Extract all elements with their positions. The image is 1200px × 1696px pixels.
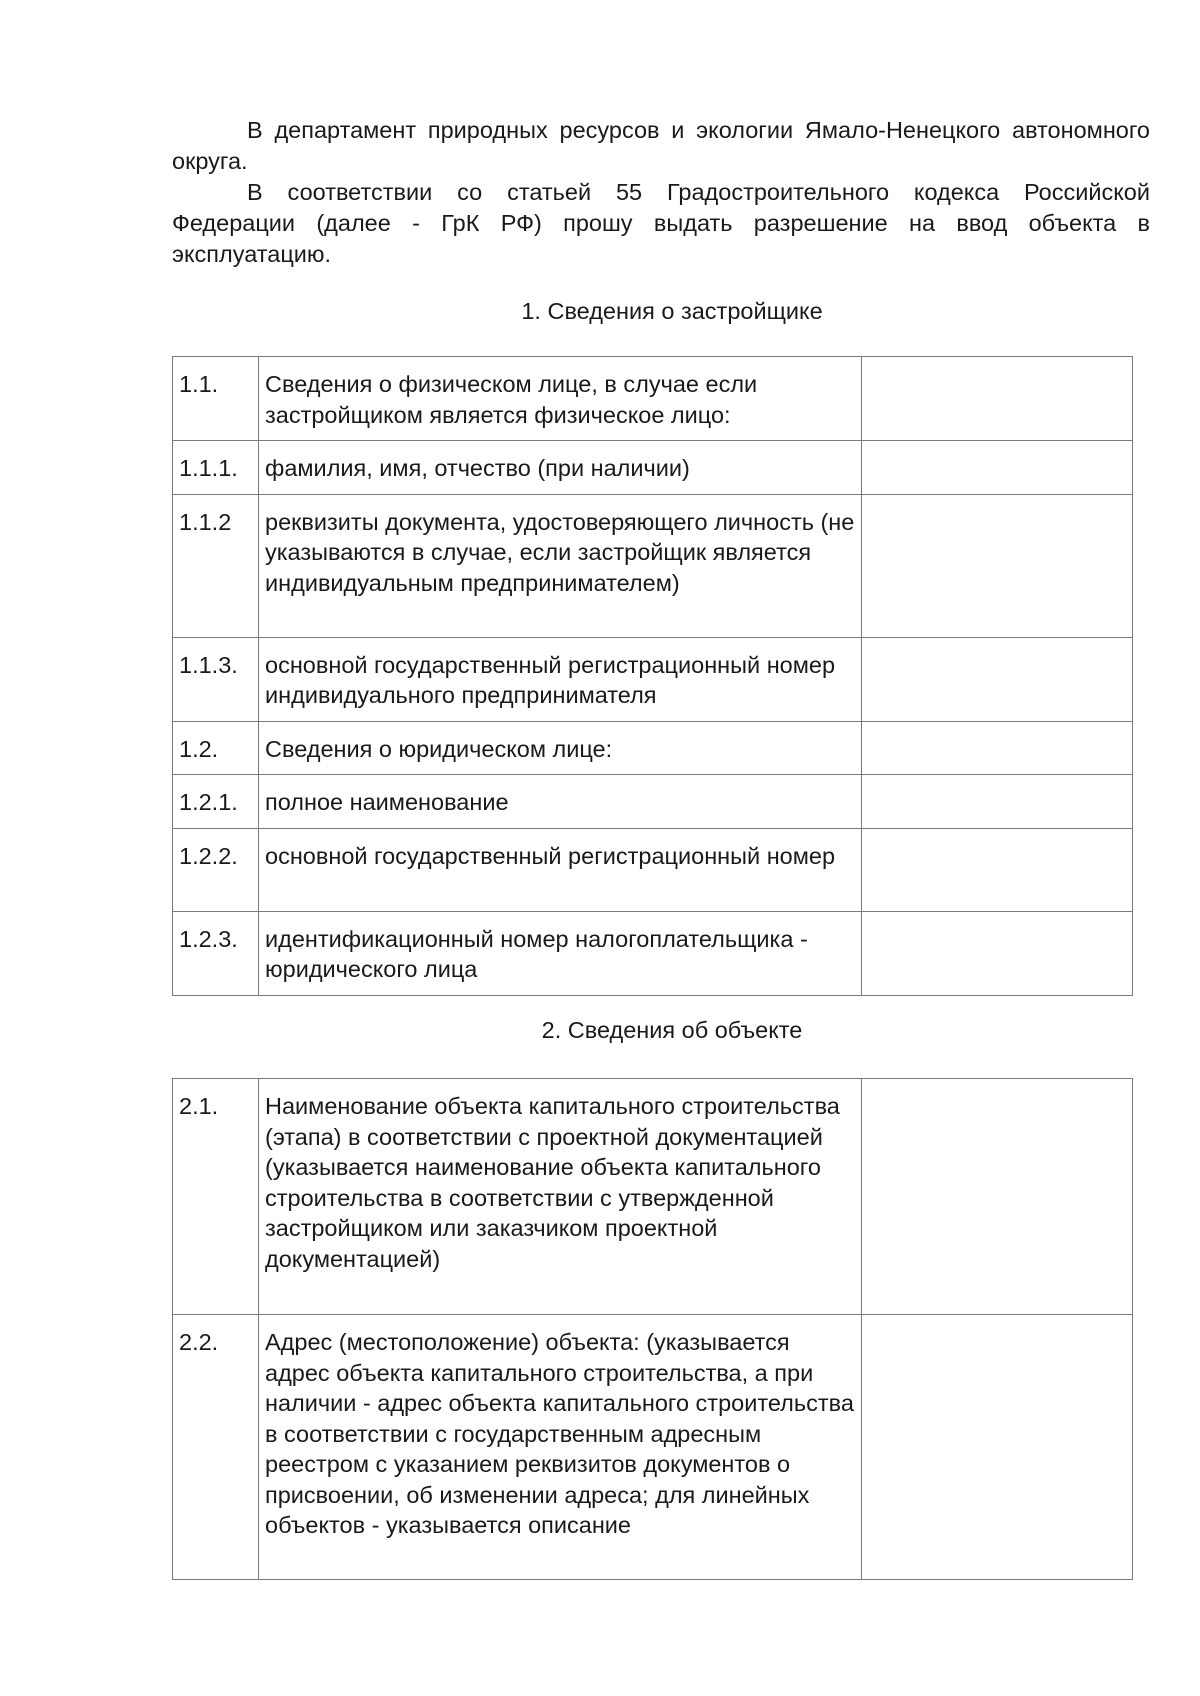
value-field[interactable] bbox=[862, 1315, 1133, 1580]
value-field[interactable] bbox=[862, 775, 1133, 829]
table-row bbox=[173, 1079, 1133, 1315]
value-field[interactable] bbox=[862, 911, 1133, 995]
row-label: полное наименование bbox=[259, 775, 862, 829]
table-row bbox=[173, 721, 1133, 775]
section-2-title: 2. Сведения об объекте bbox=[541, 1017, 803, 1043]
table-row bbox=[173, 911, 1133, 995]
row-number: 1.1.3. bbox=[173, 637, 259, 721]
table-row bbox=[173, 1315, 1133, 1580]
value-field[interactable] bbox=[862, 494, 1133, 637]
section-1-title: 1. Сведения о застройщике bbox=[521, 298, 823, 324]
row-number: 1.2.3. bbox=[173, 911, 259, 995]
value-field[interactable] bbox=[862, 441, 1133, 495]
value-field[interactable] bbox=[862, 1079, 1133, 1315]
row-label: Сведения о юридическом лице: bbox=[259, 721, 862, 775]
table-row bbox=[173, 828, 1133, 911]
intro-paragraph-recipient: В департамент природных ресурсов и экологии Ямало-Ненецкого автономного округа. bbox=[172, 117, 1150, 174]
table-row bbox=[173, 441, 1133, 495]
table-row bbox=[173, 637, 1133, 721]
developer-info-table bbox=[172, 356, 1133, 996]
table-row bbox=[173, 357, 1133, 441]
intro-paragraph-request: В соответствии со статьей 55 Градостроительного кодекса Российской Федерации (далее - ГрК РФ) прошу выдать разрешение на ввод объекта в эксплуатацию. bbox=[172, 179, 1150, 267]
value-field[interactable] bbox=[862, 357, 1133, 441]
object-info-table bbox=[172, 1078, 1133, 1580]
row-number: 1.2. bbox=[173, 721, 259, 775]
row-label: реквизиты документа, удостоверяющего личность (не указываются в случае, если застройщик является индивидуальным предпринимателем) bbox=[259, 494, 862, 637]
row-number: 1.1.2 bbox=[173, 494, 259, 637]
row-number: 1.2.1. bbox=[173, 775, 259, 829]
row-label: основной государственный регистрационный номер bbox=[259, 828, 862, 911]
value-field[interactable] bbox=[862, 721, 1133, 775]
row-label: Наименование объекта капитального строительства (этапа) в соответствии с проектной документацией (указывается наименование объекта капитального строительства в соответствии с утвержденной застройщиком или заказчиком проектной документацией) bbox=[259, 1079, 862, 1315]
row-label: Адрес (местоположение) объекта: (указывается адрес объекта капитального строительства, а при наличии - адрес объекта капитального строительства в соответствии с государственным адресным реестром с указанием реквизитов документов о присвоении, об изменении адреса; для линейных объектов - указывается описание bbox=[259, 1315, 862, 1580]
row-label: Сведения о физическом лице, в случае если застройщиком является физическое лицо: bbox=[259, 357, 862, 441]
row-number: 2.1. bbox=[173, 1079, 259, 1315]
row-number: 1.1.1. bbox=[173, 441, 259, 495]
value-field[interactable] bbox=[862, 828, 1133, 911]
table-row bbox=[173, 494, 1133, 637]
row-label: фамилия, имя, отчество (при наличии) bbox=[259, 441, 862, 495]
row-number: 2.2. bbox=[173, 1315, 259, 1580]
intro-text bbox=[172, 115, 1150, 270]
table-row bbox=[173, 775, 1133, 829]
row-label: основной государственный регистрационный номер индивидуального предпринимателя bbox=[259, 637, 862, 721]
row-number: 1.2.2. bbox=[173, 828, 259, 911]
row-label: идентификационный номер налогоплательщика - юридического лица bbox=[259, 911, 862, 995]
value-field[interactable] bbox=[862, 637, 1133, 721]
row-number: 1.1. bbox=[173, 357, 259, 441]
